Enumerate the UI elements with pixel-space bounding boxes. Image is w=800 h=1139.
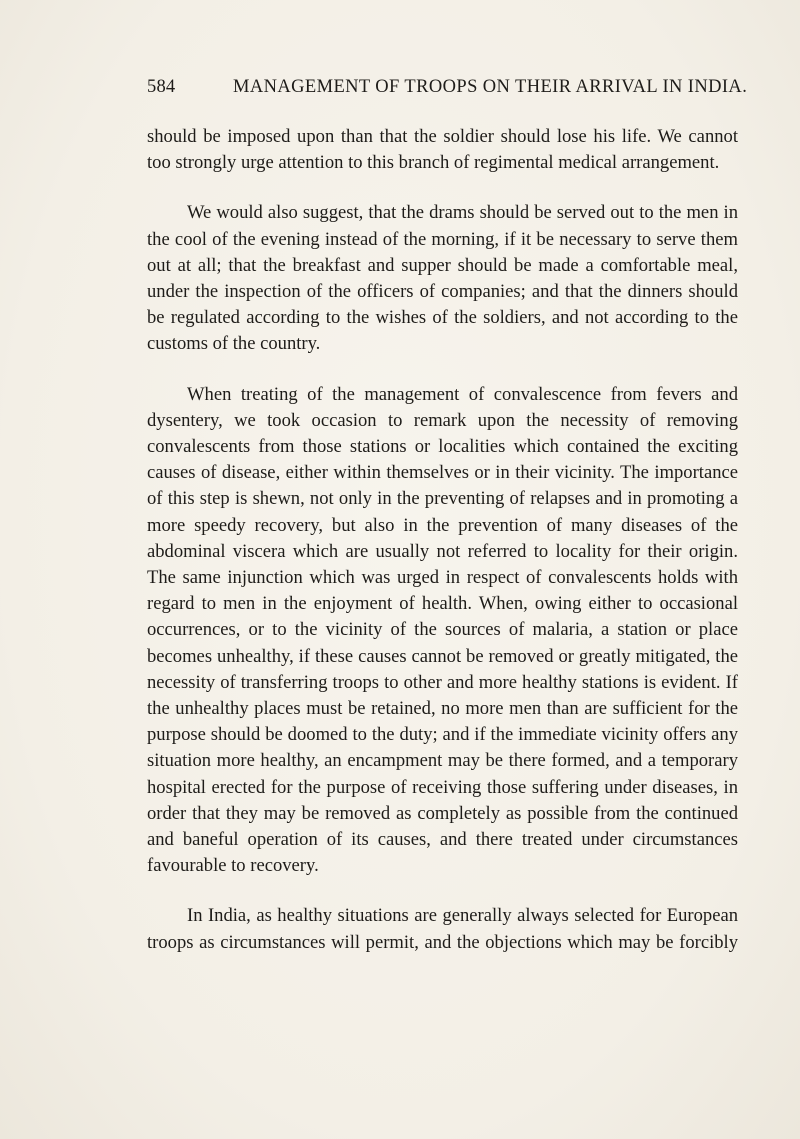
running-head: MANAGEMENT OF TROOPS ON THEIR ARRIVAL IN INDIA. [233,77,748,97]
page-number: 584 [147,77,176,97]
body-text [147,124,738,956]
paragraph-continued: should be imposed upon than that the soldier should lose his life. We cannot too strongly urge attention to this branch of regimental medical arrangement. [147,126,738,174]
paragraph-drams-and-meals: We would also suggest, that the drams should be served out to the men in the cool of the evening instead of the morning, if it be necessary to serve them out at all; that the breakfast and supper should be made a comfortable meal, under the inspection of the officers of companies; and that the dinners should be regulated according to the wishes of the soldiers, and not according to the customs of the country. [147,202,738,355]
page-header [147,77,748,105]
paragraph-convalescence: When treating of the management of convalescence from fevers and dysentery, we took occasion to remark upon the necessity of removing convalescents from those stations or localities which contained the exciting causes of disease, either within themselves or in their vicinity. The importance of this step is shewn, not only in the preventing of relapses and in promoting a more speedy recovery, but also in the prevention of many diseases of the abdominal viscera which are usually not referred to locality for their origin. The same injunction which was urged in respect of convalescents holds with regard to men in the enjoyment of health. When, owing either to occasional occurrences, or to the vicinity of the sources of malaria, a station or place becomes unhealthy, if these causes cannot be removed or greatly mitigated, the necessity of transferring troops to other and more healthy stations is evident. If the unhealthy places must be retained, no more men than are sufficient for the purpose should be doomed to the duty; and if the immediate vicinity offers any situation more healthy, an encampment may be there formed, and a temporary hospital erected for the purpose of receiving those suffering under diseases, in order that they may be removed as completely as possible from the continued and baneful operation of its causes, and there treated under circumstances favourable to recovery. [147,383,738,877]
paragraph-healthy-situations: In India, as healthy situations are generally always selected for European troops as circumstances will permit, and the objections which may be forcibly [147,905,738,953]
